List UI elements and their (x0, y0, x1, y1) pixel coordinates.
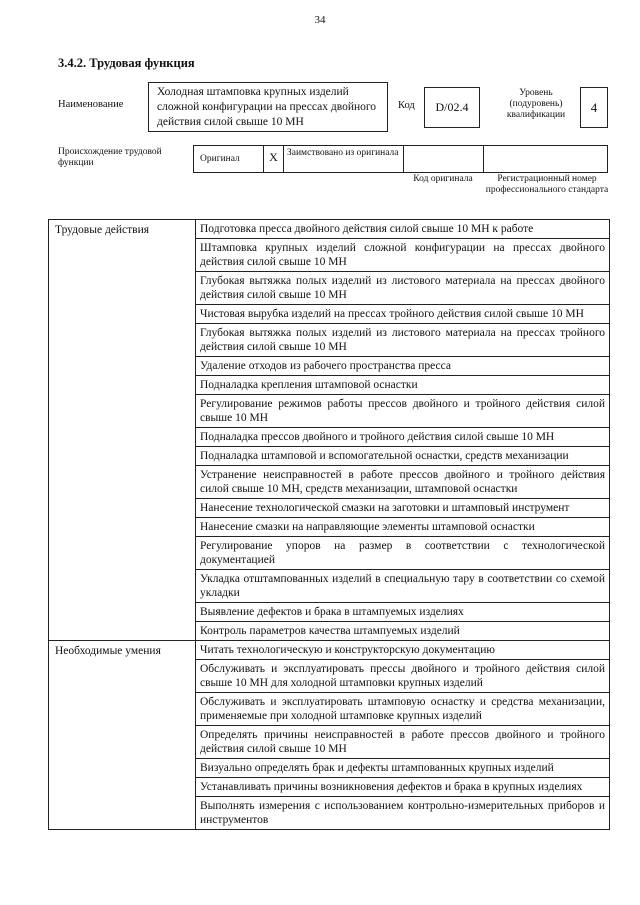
row-text: Глубокая вытяжка полых изделий из листового материала на прессах двойного действия силой свыше 10 МН (200, 275, 605, 301)
origin-reg-cell (484, 146, 607, 172)
name-value-box (148, 82, 388, 132)
table-row (196, 621, 609, 640)
row-text: Регулирование упоров на размер в соответствии с технологической документацией (200, 540, 605, 566)
group-items (196, 220, 609, 640)
table-row (196, 238, 609, 271)
level-value-box (580, 87, 608, 128)
row-text: Обслуживать и эксплуатировать штамповую оснастку и средства механизации, применяемые при холодной штамповке крупных изделий (200, 696, 605, 722)
original-mark: X (264, 146, 284, 172)
table-row (196, 602, 609, 621)
table-row (196, 796, 609, 829)
row-text: Обслуживать и эксплуатировать прессы двойного и тройного действия силой свыше 10 МН для холодной штамповки крупных изделий (200, 663, 605, 689)
group-label: Трудовые действия (49, 220, 196, 640)
table-row (196, 725, 609, 758)
table-row (196, 641, 609, 659)
table-row (196, 536, 609, 569)
table-row (196, 659, 609, 692)
table-row (196, 517, 609, 536)
code-value-box (424, 87, 480, 128)
table-row (196, 569, 609, 602)
row-text: Определять причины неисправностей в работе прессов двойного и тройного действия силой свыше 10 МН (200, 729, 605, 755)
section-title: 3.4.2. Трудовая функция (58, 56, 195, 70)
row-text: Регулирование режимов работы прессов двойного и тройного действия силой свыше 10 МН (200, 398, 605, 424)
code-caption: Код оригинала (413, 174, 473, 184)
row-text: Выявление дефектов и брака в штампуемых изделиях (200, 606, 464, 618)
code-value: D/02.4 (435, 100, 469, 114)
table-row (196, 304, 609, 323)
row-text: Нанесение технологической смазки на заготовки и штамповый инструмент (200, 502, 570, 514)
origin-row (193, 145, 608, 173)
row-text: Чистовая вырубка изделий на прессах тройного действия силой свыше 10 МН (200, 308, 584, 320)
table-row (196, 375, 609, 394)
row-text: Визуально определять брак и дефекты штампованных крупных изделий (200, 762, 554, 774)
page-number: 34 (314, 14, 326, 26)
table-row (196, 220, 609, 238)
table-row (196, 777, 609, 796)
table-group (49, 640, 609, 829)
row-text: Подналадка крепления штамповой оснастки (200, 379, 418, 391)
level-label: Уровень (подуровень) квалификации (506, 88, 566, 120)
function-table (48, 219, 610, 830)
table-row (196, 446, 609, 465)
row-text: Выполнять измерения с использованием контрольно-измерительных приборов и инструментов (200, 800, 605, 826)
reg-caption: Регистрационный номер профессионального стандарта (485, 174, 609, 195)
row-text: Удаление отходов из рабочего пространства пресса (200, 360, 452, 372)
row-text: Устанавливать причины возникновения дефектов и брака в крупных изделиях (200, 781, 583, 793)
row-text: Глубокая вытяжка полых изделий из листового материала на прессах тройного действия силой свыше 10 МН (200, 327, 605, 353)
row-text: Устранение неисправностей в работе прессов двойного и тройного действия силой свыше 10 МН, средств механизации, штамповой оснастки (200, 469, 605, 495)
table-row (196, 498, 609, 517)
code-label: Код (398, 100, 415, 111)
origin-code-cell (404, 146, 484, 172)
row-text: Нанесение смазки на направляющие элементы штамповой оснастки (200, 521, 535, 533)
row-text: Читать технологическую и конструкторскую документацию (200, 644, 495, 656)
group-items (196, 641, 609, 829)
table-group (49, 220, 609, 640)
table-row (196, 394, 609, 427)
row-text: Подналадка прессов двойного и тройного действия силой свыше 10 МН (200, 431, 555, 443)
group-label: Необходимые умения (49, 641, 196, 829)
table-row (196, 323, 609, 356)
table-row (196, 271, 609, 304)
name-label: Наименование (58, 99, 124, 110)
table-row (196, 427, 609, 446)
table-row (196, 692, 609, 725)
row-text: Подналадка штамповой и вспомогательной оснастки, средств механизации (200, 450, 569, 462)
origin-label: Происхождение трудовой функции (58, 147, 162, 168)
row-text: Контроль параметров качества штампуемых изделий (200, 625, 460, 637)
table-row (196, 465, 609, 498)
borrowed-label: Заимствовано из оригинала (284, 146, 404, 172)
original-label: Оригинал (194, 146, 264, 172)
level-value: 4 (590, 99, 598, 115)
row-text: Штамповка крупных изделий сложной конфигурации на прессах двойного действия силой свыше 10 МН (200, 242, 605, 268)
row-text: Укладка отштампованных изделий в специальную тару в соответствии со схемой укладки (200, 573, 605, 599)
row-text: Подготовка пресса двойного действия силой свыше 10 МН к работе (200, 223, 534, 235)
name-value: Холодная штамповка крупных изделий сложной конфигурации на прессах двойного действия силой свыше 10 МН (157, 86, 377, 128)
table-row (196, 356, 609, 375)
table-row (196, 758, 609, 777)
